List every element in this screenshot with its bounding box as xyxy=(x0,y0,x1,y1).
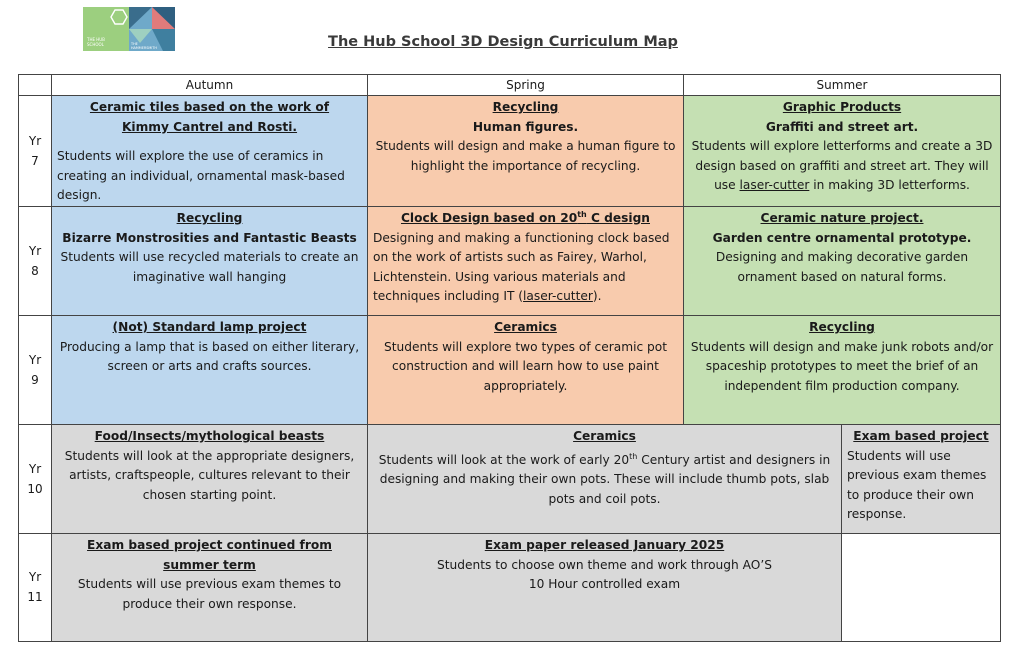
cell-heading: Ceramics xyxy=(573,428,636,443)
page-title: The Hub School 3D Design Curriculum Map xyxy=(328,34,678,50)
cell-subheading: Graffiti and street art. xyxy=(765,119,919,134)
year-label: Yr 11 xyxy=(19,533,52,641)
cell-body: Designing and making a functioning clock based on the work of artists such as Fairey, Warhol, Lichtenstein. Using various materials and techniques including IT (laser-cutter). xyxy=(373,230,670,304)
cell-yr11-autumn xyxy=(52,533,368,641)
cell-yr10-summer xyxy=(842,424,1001,533)
laser-cutter-link[interactable]: laser-cutter xyxy=(739,178,810,193)
header-row xyxy=(19,75,1001,96)
cell-body: 10 Hour controlled exam xyxy=(528,577,681,592)
cell-body: Students will look at the work of early 20th Century artist and designers in designing and making their own pots. These will include thumb pots, slab pots and coil pots. xyxy=(378,451,831,506)
table-row-yr9 xyxy=(19,315,1001,424)
cell-heading: Exam based project continued from summer term xyxy=(87,537,332,572)
cell-yr9-summer xyxy=(684,315,1001,424)
cell-heading: Recycling xyxy=(809,319,875,334)
cell-body: Producing a lamp that is based on either literary, screen or arts and crafts sources. xyxy=(59,339,360,374)
curriculum-table xyxy=(18,74,1001,642)
cell-subheading: Bizarre Monstrosities and Fantastic Beasts xyxy=(62,230,357,245)
cell-heading: Clock Design based on 20th C design xyxy=(400,209,650,225)
cell-body: Students will explore letterforms and create a 3D design based on graffiti and street art. They will use laser-cutter in making 3D letterforms. xyxy=(691,139,993,193)
cell-body: Students will explore the use of ceramics in creating an individual, ornamental mask-based design. xyxy=(57,149,345,203)
cell-body: Students will design and make junk robots and/or spaceship prototypes to meet the brief of an independent film production company. xyxy=(690,339,994,393)
cell-heading: Exam paper released January 2025 xyxy=(484,537,725,552)
cell-yr11-spring xyxy=(368,533,842,641)
cell-yr11-summer xyxy=(842,533,1001,641)
cell-heading: (Not) Standard lamp project xyxy=(112,319,307,334)
column-header-autumn: Autumn xyxy=(52,75,368,96)
cell-body: Designing and making decorative garden ornament based on natural forms. xyxy=(715,250,969,284)
cell-yr7-autumn xyxy=(52,96,368,207)
column-header-spring: Spring xyxy=(368,75,684,96)
year-label: Yr 9 xyxy=(19,315,52,424)
cell-yr7-summer xyxy=(684,96,1001,207)
cell-heading: Ceramic nature project. xyxy=(760,210,924,225)
table-row-yr10 xyxy=(19,424,1001,533)
cell-heading: Recycling xyxy=(176,210,243,225)
column-header-summer: Summer xyxy=(684,75,1001,96)
cell-yr9-autumn xyxy=(52,315,368,424)
year-label: Yr 7 xyxy=(19,96,52,207)
cell-body: Students will look at the appropriate designers, artists, craftspeople, cultures relevant to their chosen starting point. xyxy=(64,448,355,502)
cell-body: Students will use previous exam themes to produce their own response. xyxy=(847,448,987,522)
cell-body: Students will use recycled materials to create an imaginative wall hanging xyxy=(60,250,359,284)
cell-yr8-autumn xyxy=(52,206,368,315)
year-label: Yr 10 xyxy=(19,424,52,533)
cell-heading: Ceramic tiles based on the work of Kimmy Cantrel and Rosti. xyxy=(89,100,330,134)
svg-text:THE HUB: THE HUB xyxy=(87,37,105,42)
cell-body: Students to choose own theme and work through AO’S xyxy=(437,557,772,572)
cell-yr7-spring xyxy=(368,96,684,207)
table-row-yr11 xyxy=(19,533,1001,641)
cell-subheading: Human figures. xyxy=(472,119,579,134)
cell-heading: Exam based project xyxy=(853,428,989,443)
cell-yr8-summer xyxy=(684,206,1001,315)
table-row-yr7 xyxy=(19,96,1001,207)
cell-yr8-spring xyxy=(368,206,684,315)
table-row-yr8 xyxy=(19,206,1001,315)
cell-yr9-spring xyxy=(368,315,684,424)
cell-heading: Ceramics xyxy=(494,319,557,334)
cell-subheading: Garden centre ornamental prototype. xyxy=(712,230,972,245)
cell-heading: Food/Insects/mythological beasts xyxy=(94,428,325,443)
cell-heading: Recycling xyxy=(492,100,559,114)
cell-yr10-spring xyxy=(368,424,842,533)
cell-yr10-autumn xyxy=(52,424,368,533)
svg-text:SCHOOL: SCHOOL xyxy=(87,42,104,47)
cell-body: Students will explore two types of ceramic pot construction and will learn how to use paint appropriately. xyxy=(383,339,668,393)
cell-body: Students will use previous exam themes to produce their own response. xyxy=(77,577,342,611)
corner-cell xyxy=(19,75,52,96)
laser-cutter-link[interactable]: laser-cutter xyxy=(523,289,593,304)
year-label: Yr 8 xyxy=(19,206,52,315)
cell-body: Students will design and make a human figure to highlight the importance of recycling. xyxy=(375,139,676,173)
svg-text:THE: THE xyxy=(131,42,138,46)
svg-text:HAMMERSMITH: HAMMERSMITH xyxy=(131,46,157,50)
cell-heading: Graphic Products xyxy=(782,100,902,114)
